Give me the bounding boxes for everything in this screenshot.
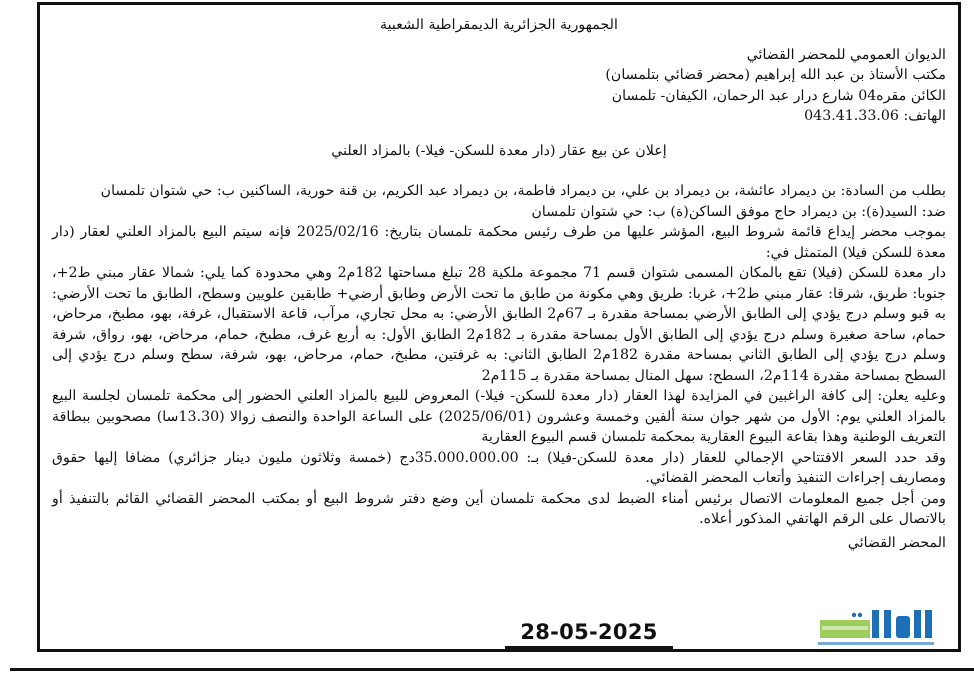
office-address-block: [52, 45, 946, 127]
office-phone: الهاتف: 043.41.33.06: [804, 108, 946, 124]
announcement-title: إعلان عن بيع عقار (دار معدة للسكن- فيلا-) بالمزاد العلني: [331, 142, 667, 159]
al-umma-logo-icon: [812, 606, 950, 650]
body-contact-info: ومن أجل جميع المعلومات الاتصال برئيس أمناء الضبط لدى محكمة تلمسان أين وضع دفتر شروط البيع أو بمكتب المحضر القضائي القائم بالتنفيذ أو بالاتصال على الرقم الهاتفي المذكور أعلاه.: [52, 490, 946, 527]
office-location: الكائن مقره04 شارع درار عبد الرحمان، الكيفان- تلمسان: [611, 87, 946, 104]
body-against: ضد: السيد(ة): بن ديمراد حاج موفق الساكن(ة) ب: حي شتوان تلمسان: [531, 203, 946, 220]
office-bailiff: مكتب الأستاذ بن عبد الله إبراهيم (محضر قضائي بتلمسان): [605, 67, 946, 83]
announcement-frame: [37, 2, 961, 652]
announcement-content: [52, 5, 946, 553]
announcement-body: [52, 181, 946, 530]
body-basis: بموجب محضر إيداع قائمة شروط البيع، المؤشر عليها من طرف رئيس محكمة تلمسان بتاريخ: 2025/02/16 فإنه سيتم البيع بالمزاد العلني لعقار (دار معدة للسكن فيلا) المتمثل في:: [52, 224, 946, 261]
body-property-description: دار معدة للسكن (فيلا) تقع بالمكان المسمى شتوان قسم 71 مجموعة ملكية 28 تبلغ مساحتها 182م2 وهي محدودة كما يلي: شمالا عقار مبني ط2+، جنوبا: طريق، شرقا: عقار مبني ط2+، غربا: طريق وهي مكونة من طابق ما تحت الأرض وطابق أرضي+ طابقين علويين وسطح، الطابق ما تحت الأرضي: به قبو وسلم درج يؤدي إلى الطابق الأرضي بمساحة مقدرة بـ 67م2 الطابق الأرضي: به محل تجاري، مرآب، قاعة الاستقبال، غرفة، بهو، مطبخ، مرحاض، حمام، ساحة صغيرة وسلم درج يؤدي إلى الطابق الأول بمساحة مقدرة بـ 182م2 الطابق الأول: به أربع غرف، مطبخ، حمام، مرحاض، بهو، رواق، شرفة وسلم درج يؤدي إلى الطابق الثاني بمساحة مقدرة 182م2 الطابق الثاني: به غرفتين، مطبخ، حمام، مرحاض، بهو، شرفة، سطح وسلم درج يؤدي إلى السطح بمساحة مقدرة 114م2، السطح: سهل المنال بمساحة مقدرة بـ 115م2: [52, 265, 947, 384]
office-name: الديوان العمومي للمحضر القضائي: [746, 46, 946, 63]
body-opening-price: وقد حدد السعر الافتتاحي الإجمالي للعقار (دار معدة للسكن-فيلا) بـ: 35.000.000.00دج (خمسة وثلاثون مليون دينار جزائري) مضافا إليها حقوق ومصاريف إجراءات التنفيذ وأتعاب المحضر القضائي.: [52, 449, 946, 486]
signature-label: المحضر القضائي: [847, 534, 946, 551]
page-bottom-rule: [10, 668, 974, 671]
body-requesters: بطلب من السادة: بن ديمراد عائشة، بن ديمراد بن علي، بن ديمراد فاطمة، بن ديمراد عبد الكريم، بن قنة حورية، الساكنين ب: حي شتوان تلمسان: [100, 183, 946, 199]
body-auction-notice: وعليه يعلن: إلى كافة الراغبين في المزايدة لهذا العقار (دار معدة للسكن- فيلا-) المعروض للبيع بالمزاد العلني الحضور إلى محكمة تلمسان لجلسة البيع بالمزاد العلني يوم: الأول من شهر جوان سنة ألفين وخمسة وعشرون (2025/06/01) على الساعة الواحدة والنصف زوالا (13.30سا) مصحوبين ببطاقة التعريف الوطنية وهذا بقاعة البيوع العقارية بمحكمة تلمسان قسم البيوع العقارية: [52, 388, 947, 445]
newspaper-logo: [812, 606, 950, 650]
publication-date: 28-05-2025: [505, 618, 673, 649]
republic-header: الجمهورية الجزائرية الديمقراطية الشعبية: [380, 17, 618, 33]
